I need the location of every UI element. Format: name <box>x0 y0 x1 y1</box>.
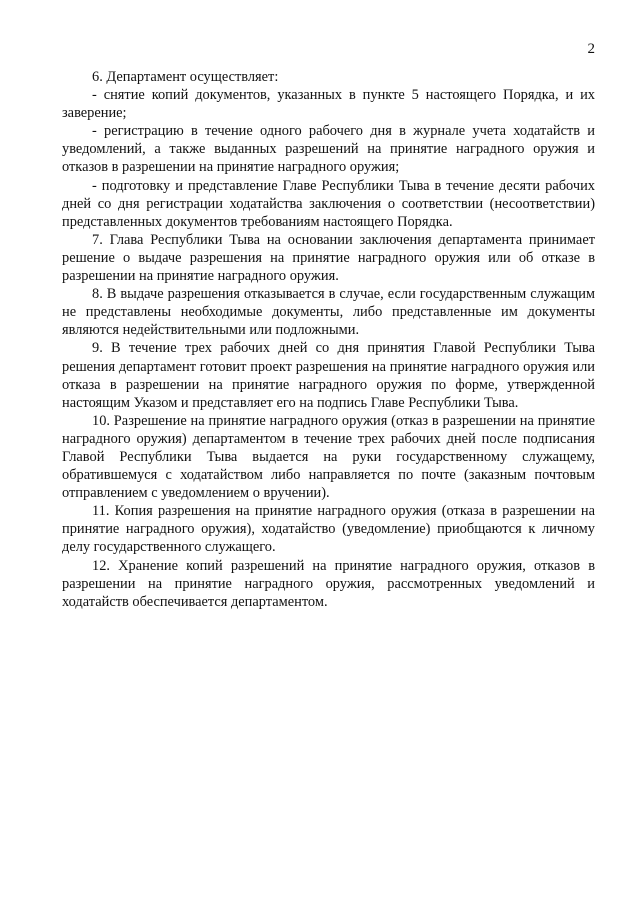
paragraph-6-item-preparation: - подготовку и представление Главе Республики Тыва в течение десяти рабочих дней со дня регистрации ходатайства заключения о соответствии (несоответствии) представленных документов требованиям настоящего Порядка. <box>62 177 595 230</box>
paragraph-7: 7. Глава Республики Тыва на основании заключения департамента принимает решение о выдаче разрешения на принятие наградного оружия или об отказе в разрешении на принятие наградного оружия. <box>62 231 595 285</box>
paragraph-6-intro: 6. Департамент осуществляет: <box>92 69 279 85</box>
paragraph-11: 11. Копия разрешения на принятие наградного оружия (отказа в разрешении на принятие наградного оружия), ходатайство (уведомление) приобщаются к личному делу государственного служащего. <box>62 503 595 556</box>
paragraph-12: 12. Хранение копий разрешений на принятие наградного оружия, отказов в разрешении на принятие наградного оружия, рассмотренных уведомлений и ходатайств обеспечивается департаментом. <box>62 557 595 610</box>
paragraph-10: 10. Разрешение на принятие наградного оружия (отказ в разрешении на принятие наградного оружия) департаментом в течение трех рабочих дней после подписания Главой Республики Тыва выдается на руки государственному служащему, обратившемуся с ходатайством либо направляется по почте (заказным почтовым отправлением с уведомлением о вручении). <box>62 412 595 502</box>
paragraph-8: 8. В выдаче разрешения отказывается в случае, если государственным служащим не представлены необходимые документы, либо представленные им документы являются недействительными или подложными. <box>62 286 595 339</box>
document-body <box>62 68 595 611</box>
page-number: 2 <box>587 41 595 57</box>
paragraph-6-item-copies: - снятие копий документов, указанных в пункте 5 настоящего Порядка, и их заверение; <box>62 87 595 122</box>
paragraph-6-item-registration: - регистрацию в течение одного рабочего дня в журнале учета ходатайств и уведомлений, а также выданных разрешений на принятие наградного оружия и отказов в разрешении на принятие наградного оружия; <box>62 123 595 176</box>
paragraph-9: 9. В течение трех рабочих дней со дня принятия Главой Республики Тыва решения департамент готовит проект разрешения на принятие наградного оружия или отказа в разрешении на принятие наградного оружия по форме, утвержденной настоящим Указом и представляет его на подпись Главе Республики Тыва. <box>62 340 595 411</box>
